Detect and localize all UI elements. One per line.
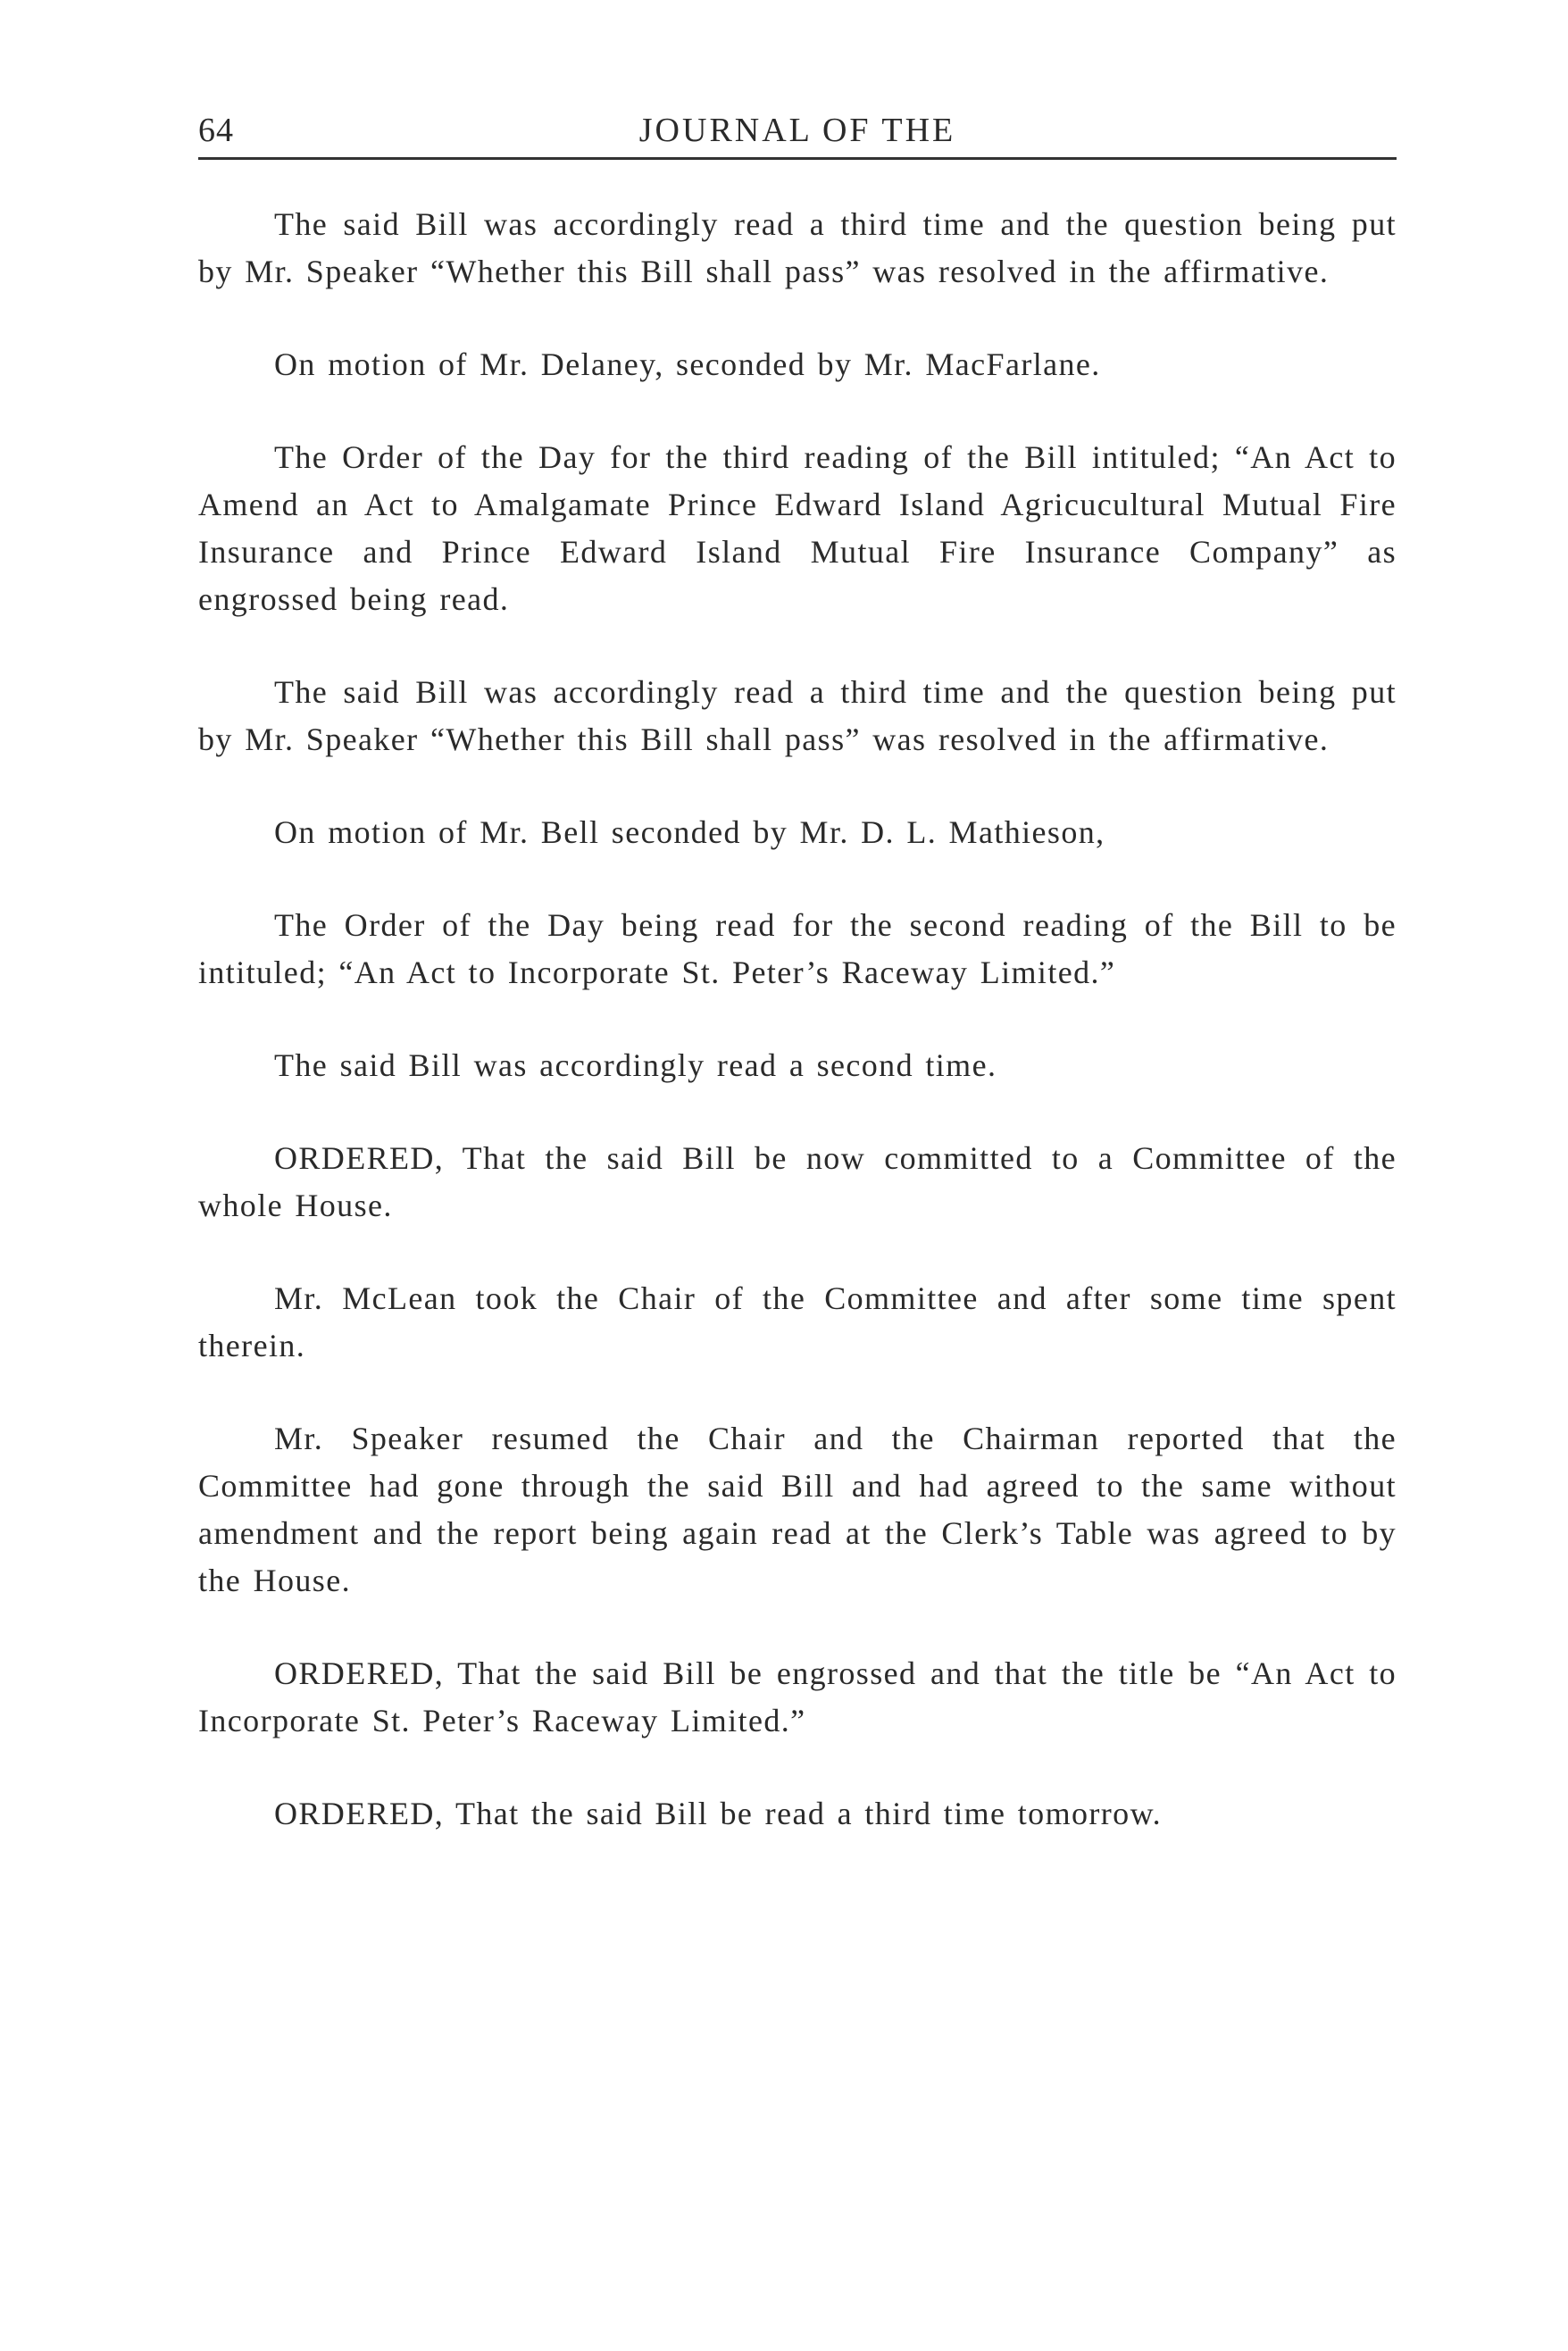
paragraph-ordered-engrossed: ORDERED, That the said Bill be engrossed and that the title be “An Act to Incorporate St. Peter’s Raceway Limited.” bbox=[198, 1655, 1397, 1738]
paragraph-insurance-bill-passed: The said Bill was accordingly read a third time and the question being put by Mr. Speaker “Whether this Bill shall pass” was resolved in the affirmative. bbox=[198, 674, 1397, 757]
paragraph-motion-bell: On motion of Mr. Bell seconded by Mr. D. L. Mathieson, bbox=[274, 814, 1105, 850]
paragraph-second-reading: The said Bill was accordingly read a second time. bbox=[274, 1047, 997, 1083]
header-rule bbox=[198, 157, 1397, 160]
paragraph-ordered-third-reading: ORDERED, That the said Bill be read a third time tomorrow. bbox=[274, 1796, 1163, 1831]
page-number: 64 bbox=[198, 112, 234, 149]
paragraph-ordered-committee: ORDERED, That the said Bill be now committed to a Committee of the whole House. bbox=[198, 1140, 1397, 1223]
paragraph-motion-delaney: On motion of Mr. Delaney, seconded by Mr. MacFarlane. bbox=[274, 346, 1101, 382]
paragraph-speaker-resumed: Mr. Speaker resumed the Chair and the Chairman reported that the Committee had gone through the said Bill and had agreed to the same without amendment and the report being again read at the Clerk’s Table was agreed to by the House. bbox=[198, 1421, 1397, 1598]
running-title: JOURNAL OF THE bbox=[638, 112, 956, 149]
journal-body bbox=[198, 201, 1397, 1883]
page-header bbox=[198, 105, 1397, 168]
paragraph-third-reading-result: The said Bill was accordingly read a third time and the question being put by Mr. Speaker “Whether this Bill shall pass” was resolved in the affirmative. bbox=[198, 206, 1397, 289]
paragraph-order-of-day-insurance-bill: The Order of the Day for the third reading of the Bill intituled; “An Act to Amend an Act to Amalgamate Prince Edward Island Agricucultural Mutual Fire Insurance and Prince Edward Island Mutual Fire Insurance Company” as engrossed being read. bbox=[198, 439, 1397, 617]
paragraph-order-of-day-raceway-bill: The Order of the Day being read for the second reading of the Bill to be intituled; “An Act to Incorporate St. Peter’s Raceway Limited.” bbox=[198, 907, 1397, 990]
paragraph-mclean-chair: Mr. McLean took the Chair of the Committee and after some time spent therein. bbox=[198, 1280, 1397, 1363]
